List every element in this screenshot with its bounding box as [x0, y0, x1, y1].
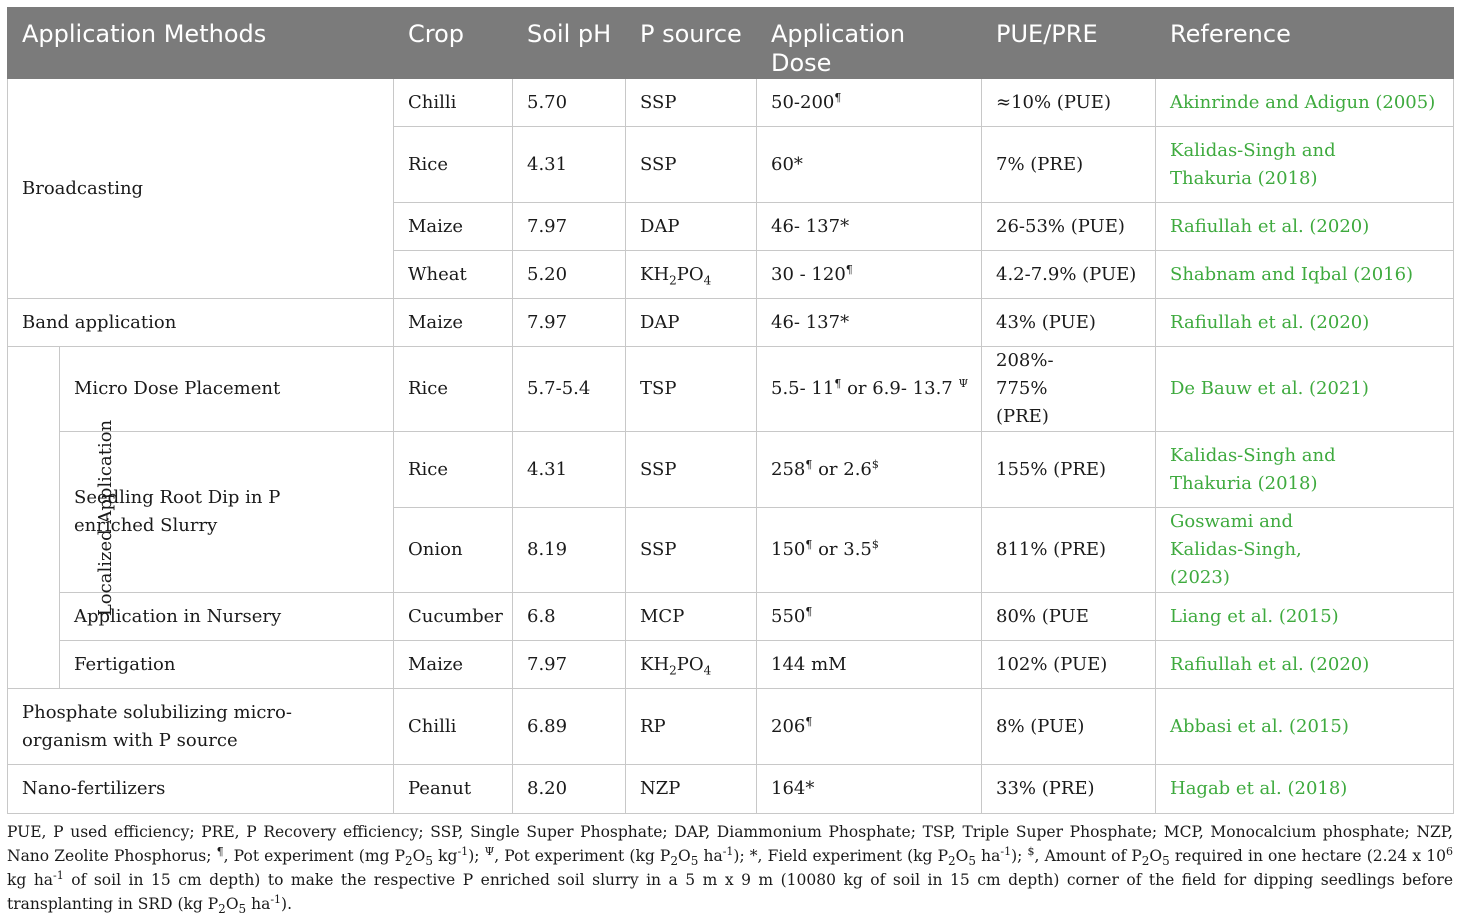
cell-pue: 811% (PRE) [982, 508, 1156, 593]
cell-pue: 80% (PUE [982, 593, 1156, 641]
cell-reference-link[interactable]: De Bauw et al. (2021) [1156, 347, 1454, 432]
cell-dose: 550¶ [757, 593, 982, 641]
table-row [8, 299, 1454, 347]
cell-reference-link[interactable]: Rafiullah et al. (2020) [1156, 641, 1454, 689]
cell-reference-link[interactable]: Kalidas-Singh and Thakuria (2018) [1156, 432, 1454, 508]
method-psm: Phosphate solubilizing micro-organism with P source [8, 689, 394, 765]
cell-dose: 206¶ [757, 689, 982, 765]
cell-crop: Chilli [394, 689, 513, 765]
cell-crop: Chilli [394, 79, 513, 127]
header-reference: Reference [1156, 8, 1454, 79]
cell-crop: Peanut [394, 765, 513, 814]
cell-pue: 33% (PRE) [982, 765, 1156, 814]
cell-reference-link[interactable]: Rafiullah et al. (2020) [1156, 299, 1454, 347]
header-p-source: P source [626, 8, 757, 79]
method-localized-application [8, 347, 117, 689]
cell-source: DAP [626, 299, 757, 347]
cell-source: TSP [626, 347, 757, 432]
cell-source: NZP [626, 765, 757, 814]
cell-ph: 7.97 [513, 203, 626, 251]
cell-ph: 7.97 [513, 299, 626, 347]
method-broadcasting: Broadcasting [8, 79, 394, 299]
cell-crop: Rice [394, 127, 513, 203]
cell-ph: 7.97 [513, 641, 626, 689]
submethod-nursery: Application in Nursery [60, 593, 394, 641]
cell-source: RP [626, 689, 757, 765]
cell-source: $KH_2PO_4$ [626, 641, 757, 689]
cell-pue: 208%- 775% (PRE) [982, 347, 1156, 432]
cell-crop: Maize [394, 641, 513, 689]
cell-reference-link[interactable]: Kalidas-Singh and Thakuria (2018) [1156, 127, 1454, 203]
table-row [8, 432, 1454, 508]
cell-reference-link[interactable]: Goswami and Kalidas-Singh, (2023) [1156, 508, 1454, 593]
cell-pue: 8% (PUE) [982, 689, 1156, 765]
cell-dose: 46- 137* [757, 203, 982, 251]
submethod-fertigation: Fertigation [60, 641, 394, 689]
cell-crop: Rice [394, 432, 513, 508]
cell-dose: 150¶ or 3.5$ [757, 508, 982, 593]
cell-source: SSP [626, 432, 757, 508]
cell-crop: Cucumber [394, 593, 513, 641]
cell-source: $KH_2PO_4$ [626, 251, 757, 299]
cell-ph: 4.31 [513, 127, 626, 203]
cell-source: SSP [626, 508, 757, 593]
table-container [7, 7, 1453, 916]
table-row [8, 641, 1454, 689]
cell-dose: 50-200¶ [757, 79, 982, 127]
cell-pue: 26-53% (PUE) [982, 203, 1156, 251]
cell-ph: 8.20 [513, 765, 626, 814]
header-application-methods: Application Methods [8, 8, 394, 79]
cell-dose: 144 mM [757, 641, 982, 689]
cell-pue: 4.2-7.9% (PUE) [982, 251, 1156, 299]
cell-crop: Wheat [394, 251, 513, 299]
cell-reference-link[interactable]: Abbasi et al. (2015) [1156, 689, 1454, 765]
submethod-micro-dose: Micro Dose Placement [60, 347, 394, 432]
cell-source: MCP [626, 593, 757, 641]
table-row [8, 765, 1454, 814]
cell-ph: 5.70 [513, 79, 626, 127]
cell-reference-link[interactable]: Akinrinde and Adigun (2005) [1156, 79, 1454, 127]
cell-ph: 8.19 [513, 508, 626, 593]
cell-pue: 7% (PRE) [982, 127, 1156, 203]
table-row [8, 347, 1454, 432]
method-band-application: Band application [8, 299, 394, 347]
cell-reference-link[interactable]: Liang et al. (2015) [1156, 593, 1454, 641]
table-row [8, 593, 1454, 641]
table-footnote: PUE, P used efficiency; PRE, P Recovery efficiency; SSP, Single Super Phosphate; DAP, Diammonium Phosphate; TSP, Triple Super Phosphate; MCP, Monocalcium phosphate; NZP, Nano Zeolite Phosphorus; ¶, Pot experiment (mg $P_2O_5$ $kg^{-1}$); $^\Psi$, Pot experiment (kg $P_2O_5$ $ha^{-1}$); *, Field experiment (kg $P_2O_5$ $ha^{-1}$); $, Amount of $P_2O_5$ required in one hectare (2.24 x $10^6$ kg $ha^{-1}$ of soil in 15 cm depth) to make the respective P enriched soil slurry in a 5 m x 9 m (10080 kg of soil in 15 cm depth) corner of the field for dipping seedlings before transplanting in SRD (kg $P_2O_5$ $ha^{-1}$). [7, 823, 1454, 916]
header-soil-ph: Soil pH [513, 8, 626, 79]
cell-ph: 5.7-5.4 [513, 347, 626, 432]
cell-reference-link[interactable]: Shabnam and Iqbal (2016) [1156, 251, 1454, 299]
cell-dose: 5.5- 11¶ or 6.9- 13.7 $^\Psi$ [757, 347, 982, 432]
header-crop: Crop [394, 8, 513, 79]
cell-ph: 4.31 [513, 432, 626, 508]
cell-dose: 258¶ or 2.6$ [757, 432, 982, 508]
cell-dose: 30 - 120¶ [757, 251, 982, 299]
cell-dose: 46- 137* [757, 299, 982, 347]
cell-source: DAP [626, 203, 757, 251]
table-row [8, 689, 1454, 765]
cell-dose: 164* [757, 765, 982, 814]
cell-ph: 6.8 [513, 593, 626, 641]
cell-crop: Maize [394, 203, 513, 251]
p-application-table [7, 7, 1454, 814]
cell-reference-link[interactable]: Hagab et al. (2018) [1156, 765, 1454, 814]
submethod-root-dip: Seedling Root Dip in P enriched Slurry [60, 432, 394, 593]
cell-source: SSP [626, 127, 757, 203]
cell-reference-link[interactable]: Rafiullah et al. (2020) [1156, 203, 1454, 251]
cell-ph: 6.89 [513, 689, 626, 765]
table-row [8, 79, 1454, 127]
cell-crop: Maize [394, 299, 513, 347]
cell-pue: 155% (PRE) [982, 432, 1156, 508]
cell-pue: 43% (PUE) [982, 299, 1156, 347]
header-pue-pre: PUE/PRE [982, 8, 1156, 79]
cell-ph: 5.20 [513, 251, 626, 299]
method-nano-fertilizers: Nano-fertilizers [8, 765, 394, 814]
localized-application-label: Localized Application [95, 419, 117, 616]
header-row [8, 8, 1454, 79]
cell-crop: Onion [394, 508, 513, 593]
cell-source: SSP [626, 79, 757, 127]
header-application-dose: Application Dose [757, 8, 982, 79]
cell-pue: 102% (PUE) [982, 641, 1156, 689]
cell-pue: ≈10% (PUE) [982, 79, 1156, 127]
cell-crop: Rice [394, 347, 513, 432]
cell-dose: 60* [757, 127, 982, 203]
